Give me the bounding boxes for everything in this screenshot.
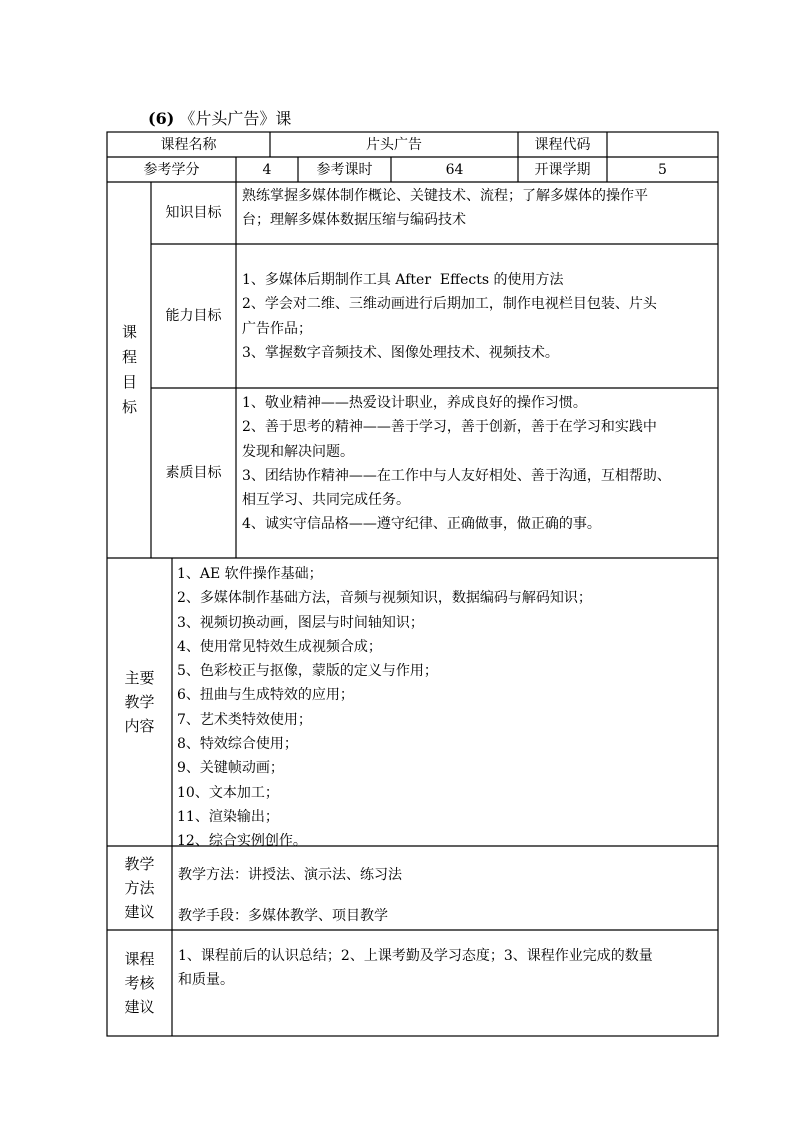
knowledge-line: 熟练掌握多媒体制作概论、关键技术、流程；了解多媒体的操作平 <box>242 188 648 204</box>
method-label-line: 方法 <box>124 879 155 897</box>
objectives-section-label <box>107 182 151 558</box>
ability-line: 2、学会对二维、三维动画进行后期加工，制作电视栏目包装、片头 <box>242 296 657 313</box>
content-item: 1、AE 软件操作基础； <box>177 566 323 582</box>
ability-line: 3、掌握数字音频技术、图像处理技术、视频技术。 <box>242 344 559 361</box>
content-item: 5、色彩校正与抠像，蒙版的定义与作用； <box>177 663 438 680</box>
content-item: 6、扭曲与生成特效的应用； <box>177 687 354 704</box>
hours-label: 参考课时 <box>316 161 373 178</box>
assessment-text <box>178 944 653 993</box>
course-code-value <box>607 132 718 157</box>
credits-value: 4 <box>262 161 272 178</box>
course-code-label: 课程代码 <box>534 136 591 153</box>
ability-line: 广告作品； <box>242 320 312 337</box>
content-label-line: 内容 <box>124 717 155 735</box>
content-item: 11、渲染输出； <box>177 808 279 825</box>
quality-line: 4、诚实守信品格——遵守纪律、正确做事，做正确的事。 <box>242 516 601 533</box>
content-label-line: 教学 <box>124 693 155 711</box>
quality-line: 发现和解决问题。 <box>242 443 354 460</box>
objectives-label-char: 课 <box>122 323 138 341</box>
content-item: 12、综合实例创作。 <box>177 833 307 850</box>
assessment-label-line: 建议 <box>124 998 155 1016</box>
knowledge-objective-text <box>242 184 648 233</box>
objectives-label-char: 目 <box>122 373 138 391</box>
content-list <box>177 562 592 854</box>
content-item: 7、艺术类特效使用； <box>177 711 312 728</box>
quality-line: 相互学习、共同完成任务。 <box>242 492 410 509</box>
assessment-line: 1、课程前后的认识总结；2、上课考勤及学习态度；3、课程作业完成的数量 <box>178 948 653 964</box>
content-item: 2、多媒体制作基础方法，音频与视频知识，数据编码与解码知识； <box>177 590 592 607</box>
assessment-label-line: 课程 <box>124 950 155 968</box>
knowledge-objective-label: 知识目标 <box>165 205 222 221</box>
teaching-method-text: 教学方法：讲授法、演示法、练习法 <box>178 867 402 883</box>
section-heading <box>148 109 291 129</box>
method-label-line: 建议 <box>124 903 155 921</box>
objectives-label-char: 标 <box>122 398 138 416</box>
content-label-line: 主要 <box>124 669 155 687</box>
quality-objective-text <box>242 391 671 537</box>
credits-label: 参考学分 <box>143 161 200 178</box>
method-section-label <box>107 846 172 930</box>
quality-line: 1、敬业精神——热爱设计职业，养成良好的操作习惯。 <box>242 395 587 411</box>
content-item: 9、关键帧动画； <box>177 760 284 777</box>
section-number: (6) <box>148 109 175 128</box>
content-item: 4、使用常见特效生成视频合成； <box>177 638 382 655</box>
ability-line: 1、多媒体后期制作工具 After Effects 的使用方法 <box>242 272 564 288</box>
ability-objective-text <box>242 268 657 365</box>
quality-objective-label: 素质目标 <box>165 465 222 481</box>
quality-line: 2、善于思考的精神——善于学习，善于创新，善于在学习和实践中 <box>242 419 657 436</box>
semester-value: 5 <box>658 161 667 178</box>
hours-value: 64 <box>445 161 464 178</box>
ability-objective-label: 能力目标 <box>165 308 222 324</box>
assessment-line: 和质量。 <box>178 972 234 989</box>
objectives-label-char: 程 <box>122 348 138 366</box>
assessment-label-line: 考核 <box>124 974 155 992</box>
quality-line: 3、团结协作精神——在工作中与人友好相处、善于沟通，互相帮助、 <box>242 467 671 484</box>
semester-label: 开课学期 <box>534 161 591 178</box>
content-item: 8、特效综合使用； <box>177 736 298 753</box>
assessment-section-label <box>107 930 172 1036</box>
content-item: 3、视频切换动画，图层与时间轴知识； <box>177 614 424 631</box>
knowledge-line: 台；理解多媒体数据压缩与编码技术 <box>242 212 466 229</box>
teaching-means-text: 教学手段：多媒体教学、项目教学 <box>178 908 388 924</box>
course-name-value: 片头广告 <box>366 136 422 153</box>
course-name-label: 课程名称 <box>160 136 217 153</box>
method-label-line: 教学 <box>124 855 155 873</box>
content-item: 10、文本加工； <box>177 784 279 801</box>
content-section-label <box>107 558 172 846</box>
section-title: 《片头广告》课 <box>179 109 292 128</box>
